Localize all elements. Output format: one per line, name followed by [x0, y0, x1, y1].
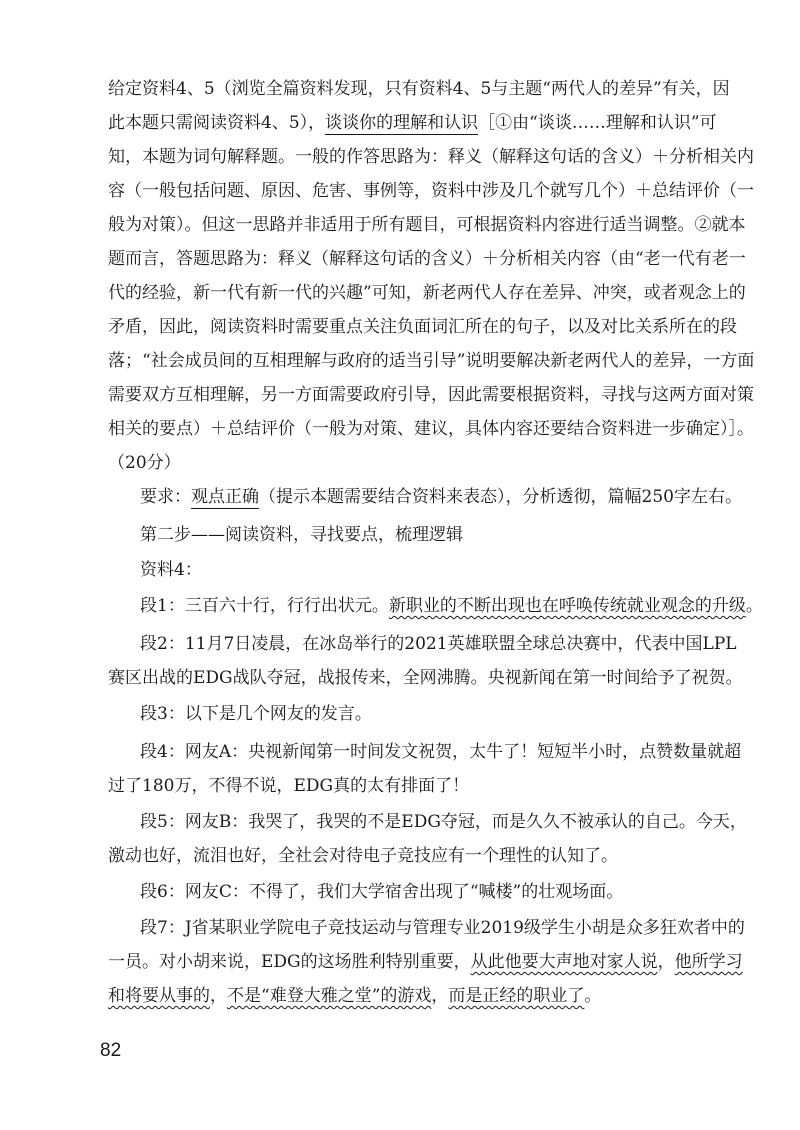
text-line: 知，本题为词句解释题。一般的作答思路为：释义（解释这句话的含义）＋分析相关内: [108, 147, 754, 167]
text-line: （20分）: [108, 453, 181, 473]
paragraph-line: 激动也好，流泪也好，全社会对待电子竞技应有一个理性的认知了。: [108, 846, 618, 866]
wavy-underlined-phrase: 而是正经的职业了: [448, 986, 585, 1006]
text-line: 矛盾，因此，阅读资料时需要重点关注负面词汇所在的句子，以及对比关系所在的段: [108, 317, 737, 337]
requirement-line: 要求：观点正确（提示本题需要结合资料来表态），分析透彻，篇幅250字左右。: [140, 487, 742, 507]
paragraph-line: 过了180万，不得不说，EDG真的太有排面了！: [108, 776, 470, 796]
paragraph-line: 段6：网友C：不得了，我们大学宿舍出现了“喊楼”的壮观场面。: [140, 882, 624, 902]
paragraph-line: 段1：三百六十行，行行出状元。新职业的不断出现也在呼唤传统就业观念的升级。: [140, 596, 763, 616]
underlined-phrase: 谈谈你的理解和认识: [325, 113, 479, 133]
paragraph-line: 段2：11月7日凌晨，在冰岛举行的2021英雄联盟全球总决赛中，代表中国LPL: [140, 634, 737, 654]
text-line: 此本题只需阅读资料4、5），谈谈你的理解和认识［①由“谈谈……理解和认识”可: [108, 113, 717, 133]
text-line: 落；“社会成员间的互相理解与政府的适当引导”说明要解决新老两代人的差异，一方面: [108, 351, 755, 371]
text-line: 容（一般包括问题、原因、危害、事例等，资料中涉及几个就写几个）＋总结评价（一: [108, 181, 754, 201]
underlined-phrase: 观点正确: [191, 487, 259, 507]
wavy-underlined-phrase: 新职业的不断出现也在呼唤传统就业观念的升级: [388, 596, 746, 616]
page-number: 82: [100, 1040, 122, 1061]
text-line: 需要双方互相理解，另一方面需要政府引导，因此需要根据资料，寻找与这两方面对策: [108, 385, 754, 405]
paragraph-line: 一员。对小胡来说，EDG的这场胜利特别重要，从此他要大声地对家人说，他所学习: [108, 952, 743, 972]
paragraph-line: 赛区出战的EDG战队夺冠，战报传来，全网沸腾。央视新闻在第一时间给予了祝贺。: [108, 668, 743, 688]
wavy-underlined-phrase: 从此他要大声地对家人说: [470, 952, 658, 972]
step-heading: 第二步——阅读资料，寻找要点，梳理逻辑: [140, 525, 463, 545]
text-line: 相关的要点）＋总结评价（一般为对策、建议，具体内容还要结合资料进一步确定）］。: [108, 419, 754, 439]
text-line: 代的经验，新一代有新一代的兴趣”可知，新老两代人存在差异、冲突，或者观念上的: [108, 283, 746, 303]
paragraph-line: 段5：网友B：我哭了，我哭的不是EDG夺冠，而是久久不被承认的自己。今天，: [140, 812, 747, 832]
paragraph-line: 和将要从事的，不是“难登大雅之堂”的游戏，而是正经的职业了。: [108, 986, 602, 1006]
paragraph-line: 段3：以下是几个网友的发言。: [140, 704, 372, 724]
text-line: 般为对策）。但这一思路并非适用于所有题目，可根据资料内容进行适当调整。②就本: [108, 215, 746, 235]
paragraph-line: 段7：J省某职业学院电子竞技运动与管理专业2019级学生小胡是众多狂欢者中的: [140, 918, 745, 938]
material-heading: 资料4：: [140, 560, 202, 580]
paragraph-line: 段4：网友A：央视新闻第一时间发文祝贺，太牛了！短短半小时，点赞数量就超: [140, 742, 742, 762]
wavy-underlined-phrase: 和将要从事的: [108, 986, 210, 1006]
wavy-underlined-phrase: 他所学习: [674, 952, 743, 972]
text-line: 给定资料4、5（浏览全篇资料发现，只有资料4、5与主题“两代人的差异”有关，因: [108, 79, 730, 99]
wavy-underlined-phrase: 不是“难登大雅之堂”的游戏: [227, 986, 432, 1006]
text-line: 题而言，答题思路为：释义（解释这句话的含义）＋分析相关内容（由“老一代有老一: [108, 249, 746, 269]
